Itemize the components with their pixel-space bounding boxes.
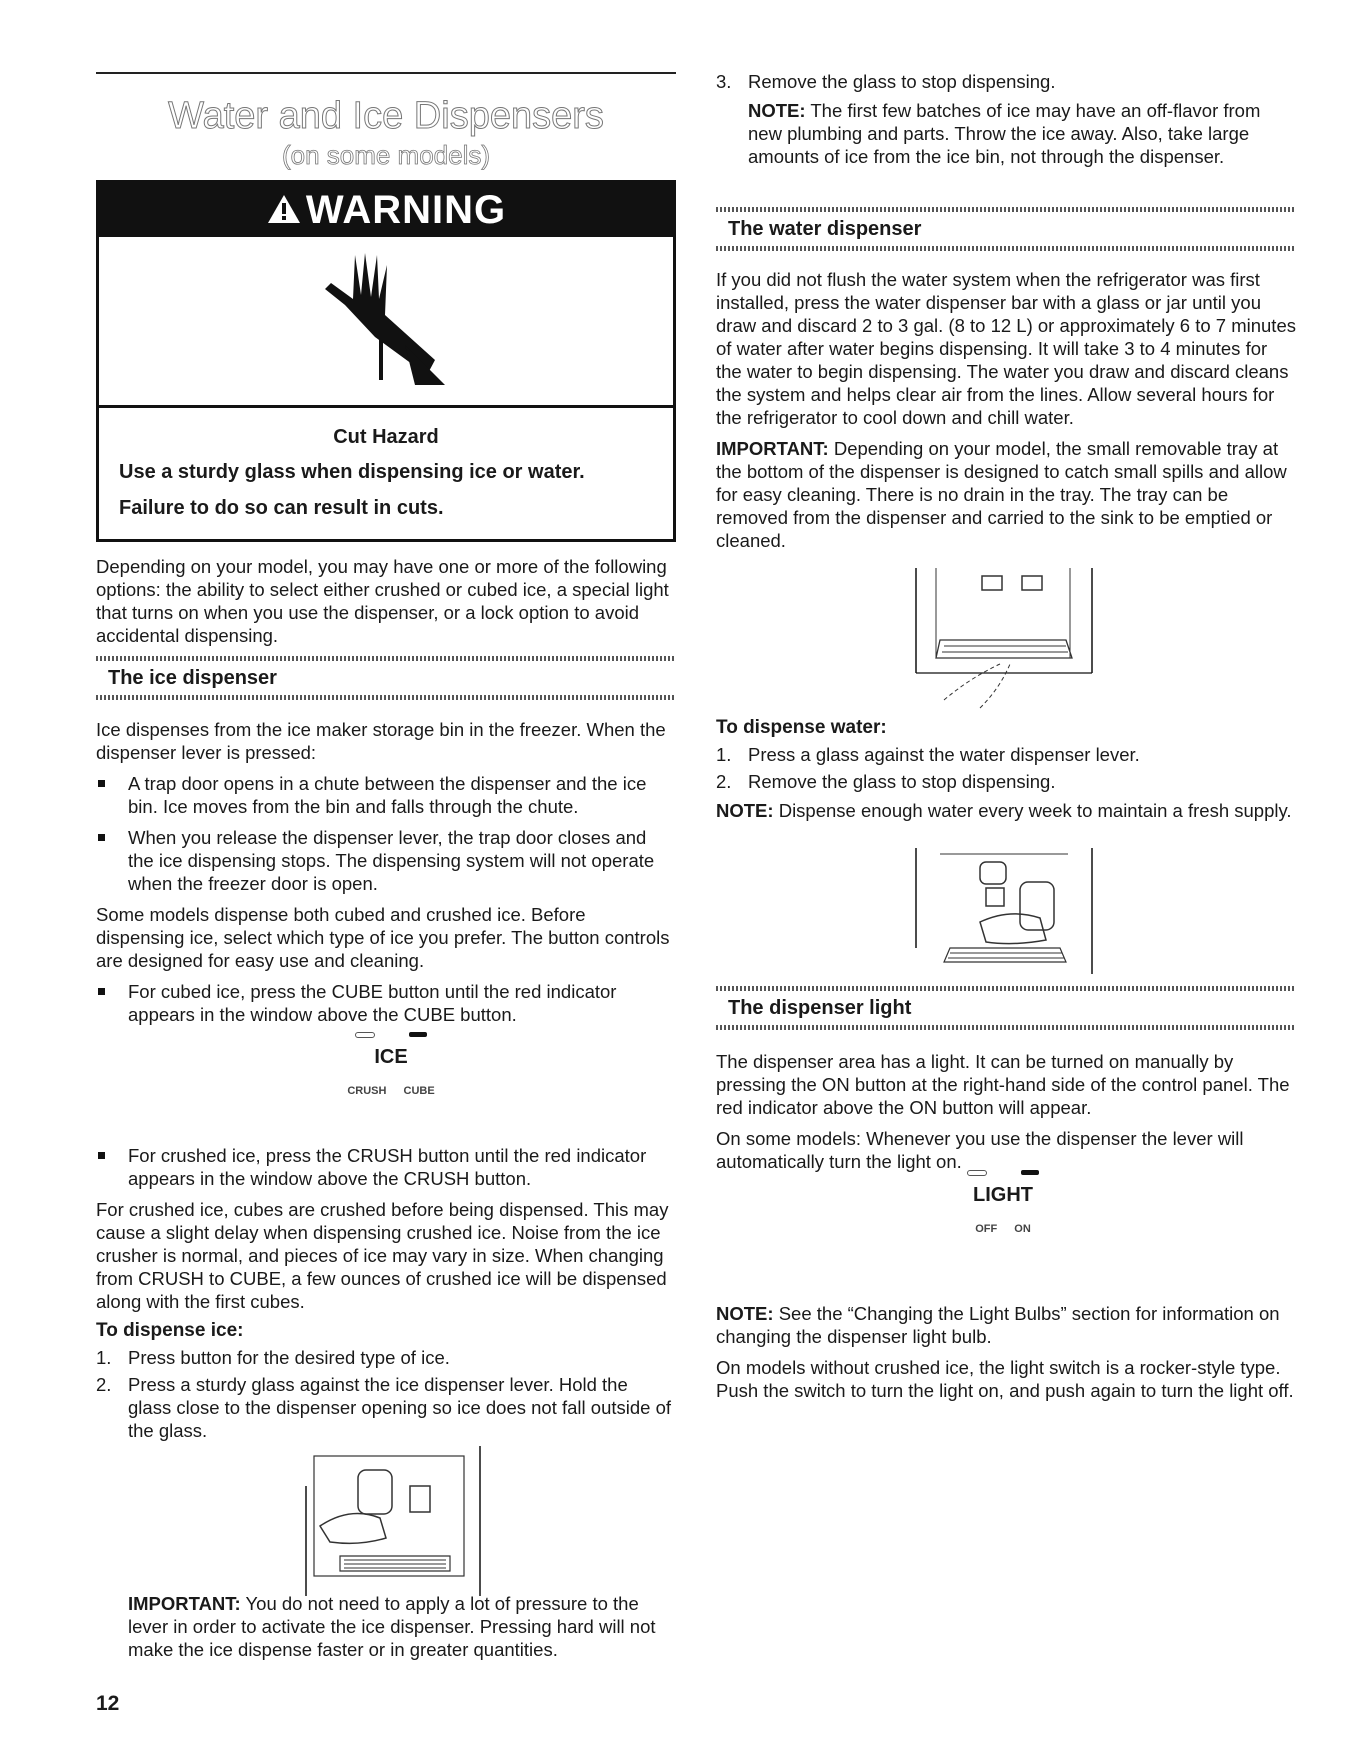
crush-indicator-icon (355, 1032, 375, 1038)
steps-heading: To dispense ice: (96, 1320, 244, 1341)
list-item (96, 1346, 676, 1369)
note-label: NOTE: (748, 100, 806, 121)
page-number: 12 (96, 1692, 120, 1715)
light-control-panel (918, 1170, 1088, 1235)
dispenser-light-heading-bar (716, 986, 1296, 1038)
list-item: A trap door opens in a chute between the dispenser and the ice bin. Ice moves from the bin and falls through the chute. (96, 772, 676, 818)
cut-hazard-pictogram (99, 237, 673, 408)
note-text: Dispense enough water every week to maintain a fresh supply. (773, 800, 1292, 821)
step-text: Remove the glass to stop dispensing. (748, 71, 1056, 92)
ice-dispenser-body (96, 718, 676, 1026)
important-text: You do not need to apply a lot of pressure to the lever in order to activate the ice dispenser. Pressing hard will not make the ice dispense faster or in greater quantities. (128, 1593, 656, 1660)
light-paragraph: On some models: Whenever you use the dispenser the lever will automatically turn the light on. (716, 1128, 1244, 1172)
step-number: 1. (716, 744, 732, 765)
list-item: When you release the dispenser lever, the trap door closes and the ice dispensing stops. The dispensing system will not operate when the freezer door is open. (96, 826, 676, 895)
indicator-row (306, 1032, 476, 1038)
light-paragraph: The dispenser area has a light. It can be turned on manually by pressing the ON button at the right-hand side of the control panel. The red indicator above the ON button will appear. (716, 1051, 1290, 1118)
water-supply-note (716, 799, 1296, 822)
step-number: 2. (96, 1374, 112, 1395)
water-steps (716, 716, 1296, 822)
hatch-rule (716, 1025, 1296, 1030)
water-dispensing-illustration (910, 848, 1100, 979)
note-text: The first few batches of ice may have an off-flavor from new plumbing and parts. Throw the ice away. Also, take large amounts of ice from the ice bin, not through the dispenser. (748, 100, 1261, 167)
hatch-rule (96, 695, 676, 700)
off-indicator-icon (967, 1170, 987, 1176)
steps-heading: To dispense water: (716, 717, 887, 738)
hatch-rule (96, 656, 676, 661)
ice-dispensing-illustration (300, 1446, 490, 1601)
list-item (716, 70, 1296, 93)
water-dispenser-heading-bar (716, 207, 1296, 259)
page-title: Water and Ice Dispensers (168, 95, 604, 137)
warning-consequence: Failure to do so can result in cuts. (119, 497, 444, 519)
dispenser-light-body (716, 1050, 1296, 1173)
list-item: For cubed ice, press the CUBE button until the red indicator appears in the window above the CUBE button. (96, 980, 676, 1026)
ice-flavor-note (748, 99, 1296, 168)
intro-paragraph: Depending on your model, you may have one or more of the following options: the ability to select either crushed or cubed ice, a special light that turns on when you use the dispenser, or a lock option to avoid accidental dispensing. (96, 556, 669, 646)
note-label: NOTE: (716, 800, 774, 821)
warning-instruction: Use a sturdy glass when dispensing ice or water. (119, 461, 585, 483)
important-label: IMPORTANT: (128, 1593, 241, 1614)
step-text: Press button for the desired type of ice. (128, 1347, 450, 1368)
list-item (716, 770, 1296, 793)
light-paragraph: On models without crushed ice, the light switch is a rocker-style type. Push the switch to turn the light on, and push again to turn the light off. (716, 1357, 1294, 1401)
warning-triangle-icon (266, 185, 302, 239)
ice-dispenser-heading-bar (96, 656, 676, 708)
ice-control-panel (306, 1032, 476, 1097)
step-number: 1. (96, 1347, 112, 1368)
step-number: 2. (716, 771, 732, 792)
water-dispenser-body (716, 268, 1296, 552)
step-text: Press a glass against the water dispenser lever. (748, 744, 1140, 765)
ice-important-note (128, 1592, 676, 1661)
right-top-block (716, 70, 1296, 168)
indicator-row (918, 1170, 1088, 1176)
ice-paragraph: For crushed ice, cubes are crushed before being dispensed. This may cause a slight delay when dispensing crushed ice. Noise from the ice crusher is normal, and pieces of ice may vary in size. When changing from CRUSH to CUBE, a few ounces of crushed ice will be dispensed along with the first cubes. (96, 1199, 669, 1312)
panel-label: LIGHT (973, 1184, 1033, 1206)
water-paragraph: If you did not flush the water system when the refrigerator was first installed, press the water dispenser bar with a glass or jar until you draw and discard 2 to 3 gal. (8 to 12 L) or approximately 6 to 7 minutes of water after water begins dispensing. It will take 3 to 4 minutes for the water to begin dispensing. The water you draw and discard cleans the system and helps clear air from the lines. Allow several hours for the refrigerator to cool down and chill water. (716, 269, 1296, 428)
list-item: For crushed ice, press the CRUSH button until the red indicator appears in the window above the CRUSH button. (96, 1144, 676, 1190)
warning-header (99, 183, 673, 237)
bulb-note (716, 1302, 1296, 1348)
important-label: IMPORTANT: (716, 438, 829, 459)
hatch-rule (716, 246, 1296, 251)
drip-tray-illustration (910, 568, 1100, 723)
cube-indicator-icon (409, 1032, 427, 1037)
note-text: See the “Changing the Light Bulbs” section for information on changing the dispenser light bulb. (716, 1303, 1280, 1347)
dispenser-light-heading: The dispenser light (728, 997, 912, 1019)
title-rule (96, 72, 676, 74)
step-text: Press a sturdy glass against the ice dispenser lever. Hold the glass close to the dispenser opening so ice does not fall outside of the glass. (128, 1374, 672, 1441)
page-subtitle: (on some models) (281, 140, 491, 170)
water-important-note (716, 437, 1296, 552)
hatch-rule (716, 207, 1296, 212)
ice-dispenser-body-2 (96, 1144, 676, 1442)
ice-paragraph: Ice dispenses from the ice maker storage bin in the freezer. When the dispenser lever is pressed: (96, 719, 666, 763)
step-number: 3. (716, 71, 732, 92)
warning-header-text: WARNING (305, 188, 507, 232)
list-item (96, 1373, 676, 1442)
hazard-name: Cut Hazard (333, 426, 439, 448)
ice-dispenser-heading: The ice dispenser (108, 667, 277, 689)
panel-buttons: CRUSH CUBE (347, 1085, 435, 1097)
important-text: Depending on your model, the small removable tray at the bottom of the dispenser is designed to catch small spills and allow for easy cleaning. There is no drain in the tray. The tray can be removed from the dispenser and carried to the sink to be emptied or cleaned. (716, 438, 1287, 551)
ice-paragraph: Some models dispense both cubed and crushed ice. Before dispensing ice, select which type of ice you prefer. The button controls are designed for easy use and cleaning. (96, 904, 670, 971)
step-text: Remove the glass to stop dispensing. (748, 771, 1056, 792)
dispenser-light-body-2 (716, 1302, 1296, 1402)
list-item (716, 743, 1296, 766)
note-label: NOTE: (716, 1303, 774, 1324)
panel-label: ICE (374, 1046, 408, 1068)
cut-hand-icon (315, 245, 455, 395)
water-dispenser-heading: The water dispenser (728, 218, 922, 240)
warning-box (96, 180, 676, 542)
hatch-rule (716, 986, 1296, 991)
panel-buttons: OFF ON (975, 1223, 1031, 1235)
on-indicator-icon (1021, 1170, 1039, 1175)
